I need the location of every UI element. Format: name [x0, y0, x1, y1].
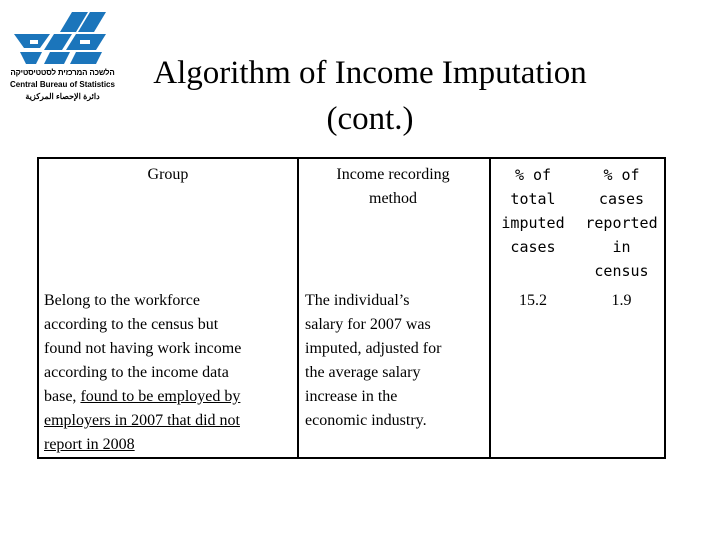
- header-pct-reported-line: % of: [603, 166, 640, 184]
- row-pct-imputed: [491, 289, 575, 313]
- row-group-text: base,: [44, 388, 81, 405]
- row-group-underlined-line: report in 2008: [44, 436, 135, 453]
- income-imputation-table: [37, 157, 666, 459]
- header-group-label: Group: [147, 166, 189, 183]
- header-pct-imputed-line: % of: [514, 166, 552, 184]
- pct-imputed-value: 15.2: [519, 292, 547, 309]
- logo-hebrew-text: הלשכה המרכזית לסטטיסטיקה: [10, 68, 115, 77]
- row-group-line: Belong to the workforce: [44, 292, 200, 309]
- row-method-line: The individual’s: [305, 292, 410, 309]
- title-line-2: (cont.): [326, 101, 414, 137]
- pct-reported-value: 1.9: [611, 292, 632, 309]
- header-method-line-2: method: [369, 190, 417, 207]
- row-group-line: found not having work income: [44, 340, 242, 357]
- cbs-logo: [10, 10, 115, 105]
- row-group-underlined-line: employers in 2007 that did not: [44, 412, 240, 429]
- header-method-line-1: Income recording: [336, 166, 450, 183]
- header-pct-imputed: [491, 163, 575, 259]
- header-pct-reported-line: cases: [598, 190, 645, 208]
- cbs-emblem-icon: [10, 10, 115, 68]
- header-group: [39, 163, 297, 187]
- header-pct-reported-line: in: [612, 238, 631, 256]
- logo-arabic-text: دائرة الإحصاء المركزية: [25, 92, 100, 101]
- page-title: [120, 50, 620, 142]
- logo-english-text: Central Bureau of Statistics: [10, 80, 115, 89]
- row-method-line: imputed, adjusted for: [305, 340, 442, 357]
- row-method-line: the average salary: [305, 364, 421, 381]
- header-pct-reported-line: census: [594, 262, 649, 280]
- row-method-line: increase in the: [305, 388, 398, 405]
- row-method-line: salary for 2007 was: [305, 316, 431, 333]
- row-group-line: [44, 385, 296, 409]
- row-group-line: according to the census but: [44, 316, 219, 333]
- row-group-line: according to the income data: [44, 364, 229, 381]
- header-pct-reported-line: reported: [585, 214, 658, 232]
- title-line-1: Algorithm of Income Imputation: [153, 55, 587, 91]
- row-method-cell: [305, 289, 489, 433]
- row-group-cell: [44, 289, 296, 457]
- header-pct-reported: [579, 163, 664, 283]
- row-method-line: economic industry.: [305, 412, 427, 429]
- header-pct-imputed-line: cases: [510, 238, 556, 256]
- header-pct-imputed-line: total: [510, 190, 556, 208]
- row-pct-reported: [579, 289, 664, 313]
- header-pct-imputed-line: imputed: [501, 214, 565, 232]
- row-group-underlined-text: found to be employed by: [80, 388, 241, 405]
- header-method: [297, 163, 489, 211]
